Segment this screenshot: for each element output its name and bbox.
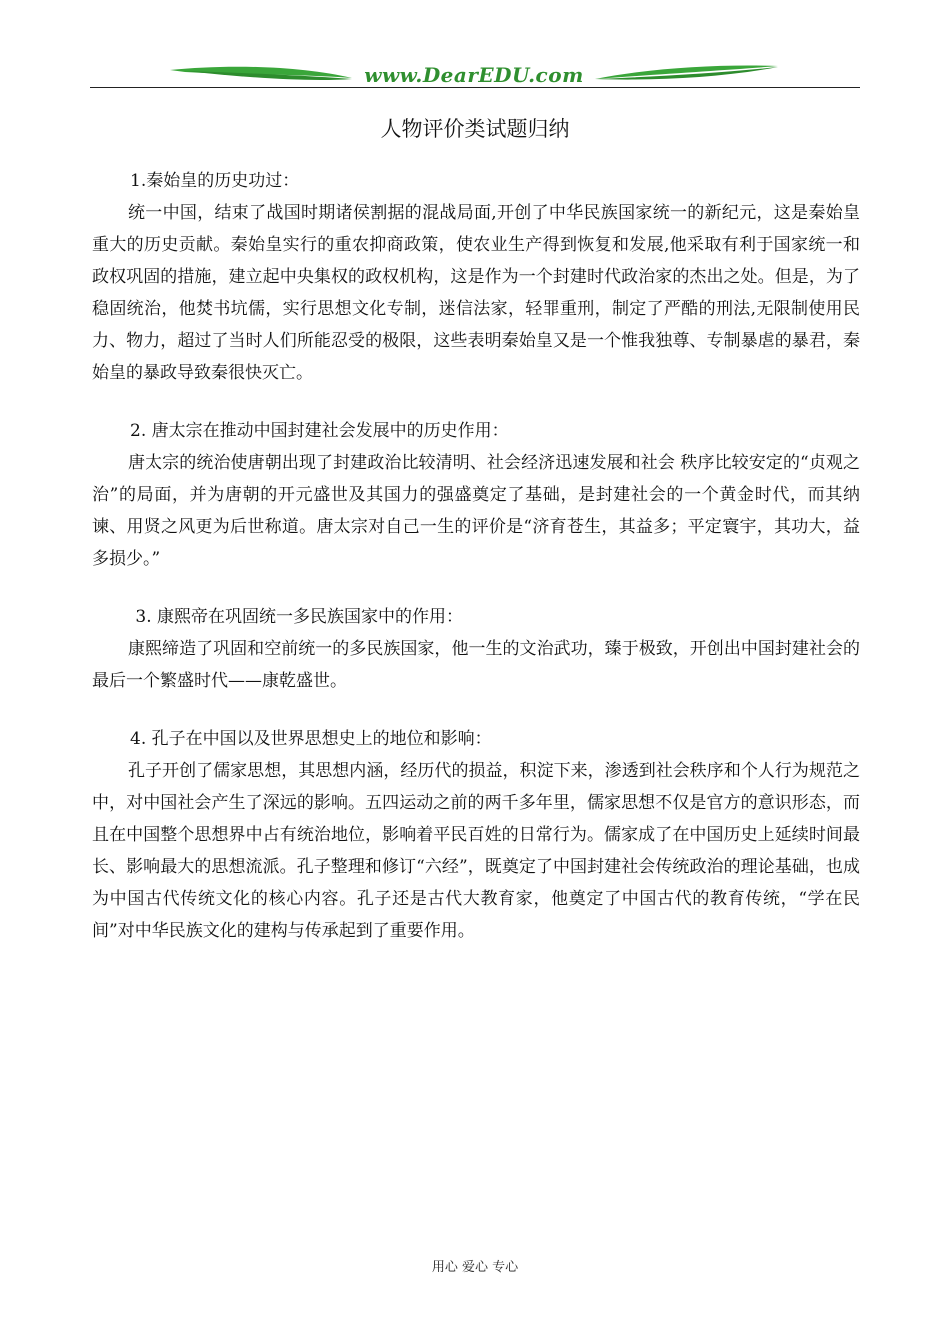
section-body-2: 唐太宗的统治使唐朝出现了封建政治比较清明、社会经济迅速发展和社会 秩序比较安定的“贞观之治”的局面，并为唐朝的开元盛世及其国力的强盛奠定了基础，是封建社会的一个黄金时代，而其纳谏、用贤之风更为后世称道。唐太宗对自己一生的评价是“济育苍生，其益多；平定寰宇，其功大，益多损少。” bbox=[92, 453, 860, 569]
section-body-4: 孔子开创了儒家思想，其思想内涵，经历代的损益，积淀下来，渗透到社会秩序和个人行为规范之中，对中国社会产生了深远的影响。五四运动之前的两千多年里，儒家思想不仅是官方的意识形态，而且在中国整个思想界中占有统治地位，影响着平民百姓的日常行为。儒家成了在中国历史上延续时间最长、影响最大的思想流派。孔子整理和修订“六经”，既奠定了中国封建社会传统政治的理论基础，也成为中国古代传统文化的核心内容。孔子还是古代大教育家，他奠定了中国古代的教育传统，“学在民间”对中华民族文化的建构与传承起到了重要作用。 bbox=[92, 761, 860, 941]
site-logo: www.DearEDU.com bbox=[364, 63, 584, 87]
page-title: 人物评价类试题归纳 bbox=[380, 117, 570, 141]
page-footer: 用心 爱心 专心 bbox=[431, 1260, 519, 1275]
section-heading-2: 2. 唐太宗在推动中国封建社会发展中的历史作用： bbox=[130, 421, 509, 441]
section-spacer bbox=[92, 697, 860, 723]
section-spacer bbox=[92, 389, 860, 415]
section-spacer bbox=[92, 575, 860, 601]
section-heading-4: 4. 孔子在中国以及世界思想史上的地位和影响： bbox=[130, 729, 492, 749]
document-body bbox=[92, 165, 860, 947]
section-body-1: 统一中国，结束了战国时期诸侯割据的混战局面,开创了中华民族国家统一的新纪元，这是秦始皇重大的历史贡献。秦始皇实行的重农抑商政策，使农业生产得到恢复和发展,他采取有利于国家统一和政权巩固的措施，建立起中央集权的政权机构，这是作为一个封建时代政治家的杰出之处。但是，为了稳固统治，他焚书坑儒，实行思想文化专制，迷信法家，轻罪重刑，制定了严酷的刑法,无限制使用民力、物力，超过了当时人们所能忍受的极限，这些表明秦始皇又是一个惟我独尊、专制暴虐的暴君，秦始皇的暴政导致秦很快灭亡。 bbox=[92, 203, 860, 383]
section-heading-3: 3. 康熙帝在巩固统一多民族国家中的作用： bbox=[130, 607, 464, 627]
section-heading-1: 1.秦始皇的历史功过： bbox=[130, 171, 300, 191]
header-divider bbox=[90, 87, 860, 88]
section-body-3: 康熙缔造了巩固和空前统一的多民族国家，他一生的文治武功，臻于极致，开创出中国封建社会的最后一个繁盛时代——康乾盛世。 bbox=[92, 639, 860, 691]
